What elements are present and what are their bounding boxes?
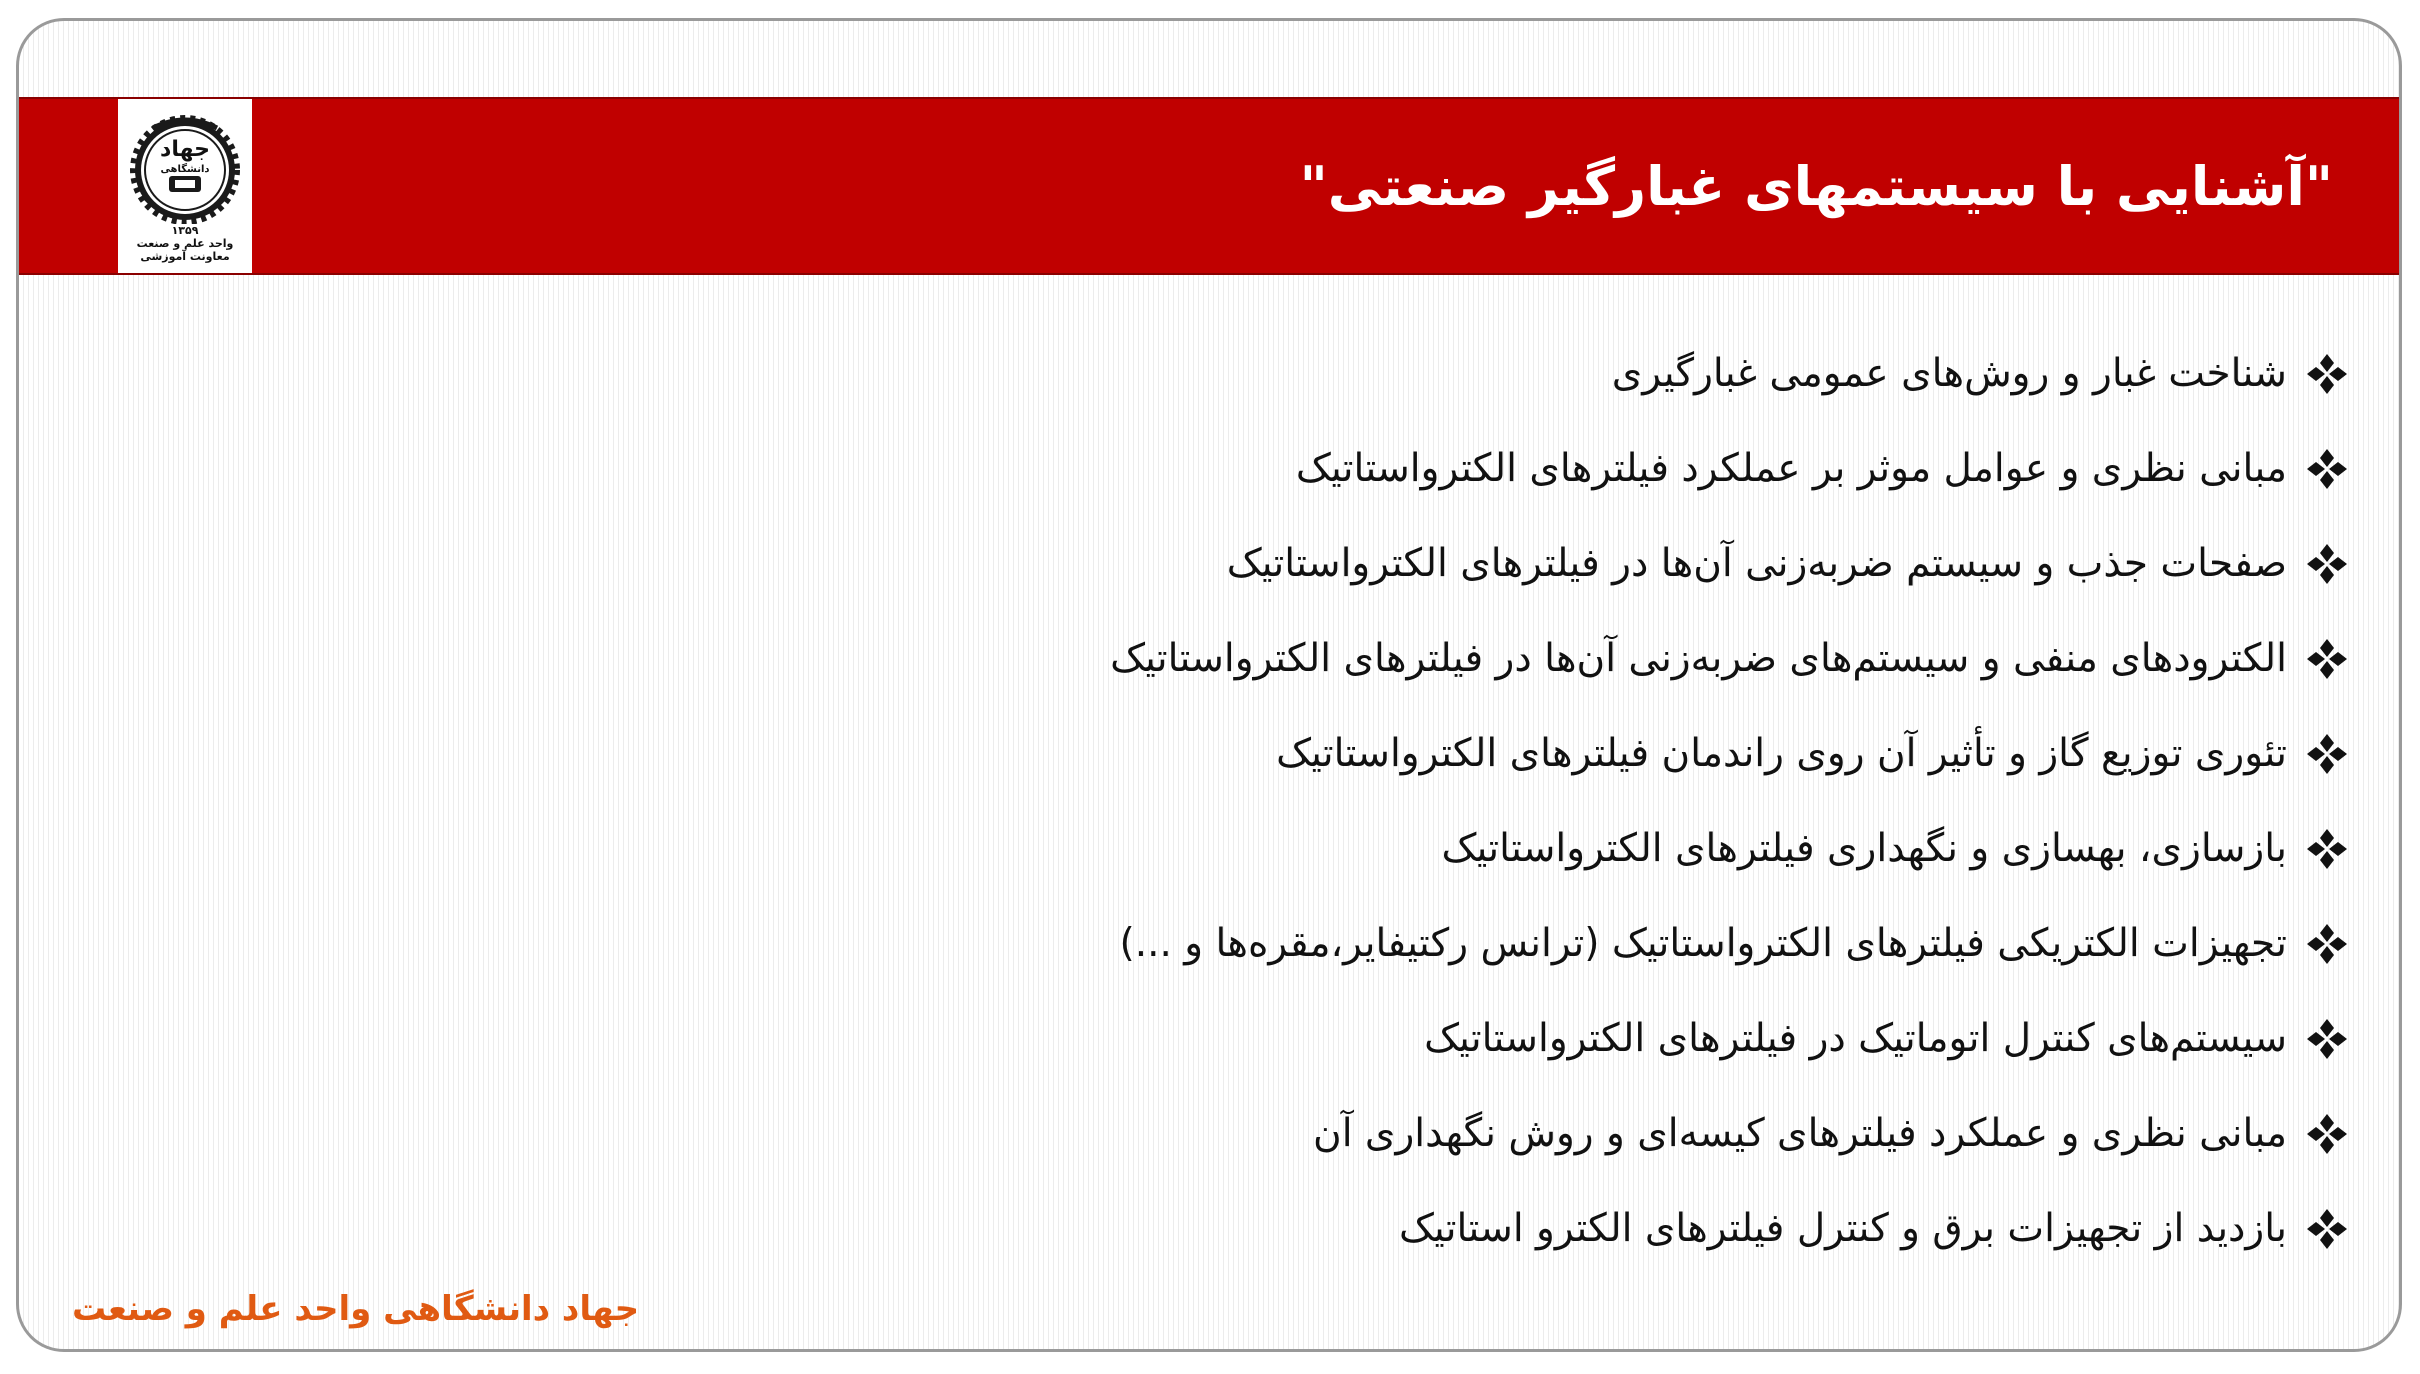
diamond-bullet-icon [2305, 542, 2349, 586]
logo-sub-text: دانشگاهی [160, 163, 210, 175]
list-item [849, 801, 2349, 896]
list-item [849, 1086, 2349, 1181]
footer-text: جهاد دانشگاهی واحد علم و صنعت [72, 1289, 640, 1329]
diamond-bullet-icon [2305, 827, 2349, 871]
list-item-text: بازدید از تجهیزات برق و کنترل فیلترهای الکترو استاتیک [1398, 1206, 2287, 1251]
list-item-text: الکترودهای منفی و سیستم‌های ضربه‌زنی آن‌ها در فیلترهای الکترواستاتیک [1110, 636, 2287, 681]
list-item-text: تئوری توزیع گاز و تأثیر آن روی راندمان فیلترهای الکترواستاتیک [1276, 731, 2287, 776]
list-item-text: مبانی نظری و عوامل موثر بر عملکرد فیلترهای الکترواستاتیک [1295, 446, 2287, 491]
list-item-text: تجهیزات الکتریکی فیلترهای الکترواستاتیک (ترانس رکتیفایر،مقره‌ها و ...) [1119, 921, 2287, 966]
list-item-text: بازسازی، بهسازی و نگهداری فیلترهای الکترواستاتیک [1441, 826, 2287, 871]
list-item [849, 706, 2349, 801]
list-item-text: مبانی نظری و عملکرد فیلترهای کیسه‌ای و روش نگهداری آن [1313, 1111, 2287, 1156]
logo-name-text: جهاد [160, 136, 210, 162]
diamond-bullet-icon [2305, 352, 2349, 396]
logo-dept: معاونت آموزشی [140, 249, 230, 263]
diamond-bullet-icon [2305, 637, 2349, 681]
slide-frame [16, 18, 2402, 1352]
diamond-bullet-icon [2305, 1112, 2349, 1156]
title-bar [19, 97, 2399, 275]
jahad-daneshgahi-logo-icon [123, 110, 247, 224]
logo-unit: واحد علم و صنعت [136, 236, 234, 250]
list-item [849, 421, 2349, 516]
diamond-bullet-icon [2305, 922, 2349, 966]
diamond-bullet-icon [2305, 1017, 2349, 1061]
list-item [849, 326, 2349, 421]
list-item [849, 1181, 2349, 1276]
list-item-text: صفحات جذب و سیستم ضربه‌زنی آن‌ها در فیلترهای الکترواستاتیک [1226, 541, 2287, 586]
diamond-bullet-icon [2305, 1207, 2349, 1251]
diamond-bullet-icon [2305, 447, 2349, 491]
slide-title: "آشنایی با سیستمهای غبارگیر صنعتی" [1299, 154, 2333, 218]
list-item [849, 991, 2349, 1086]
bullet-list [849, 326, 2349, 1276]
diamond-bullet-icon [2305, 732, 2349, 776]
list-item-text: سیستم‌های کنترل اتوماتیک در فیلترهای الکترواستاتیک [1424, 1016, 2287, 1061]
list-item [849, 896, 2349, 991]
list-item-text: شناخت غبار و روش‌های عمومی غبارگیری [1611, 351, 2287, 396]
logo-year: ۱۳۵۹ [171, 223, 199, 237]
list-item [849, 516, 2349, 611]
list-item [849, 611, 2349, 706]
logo [118, 99, 252, 273]
